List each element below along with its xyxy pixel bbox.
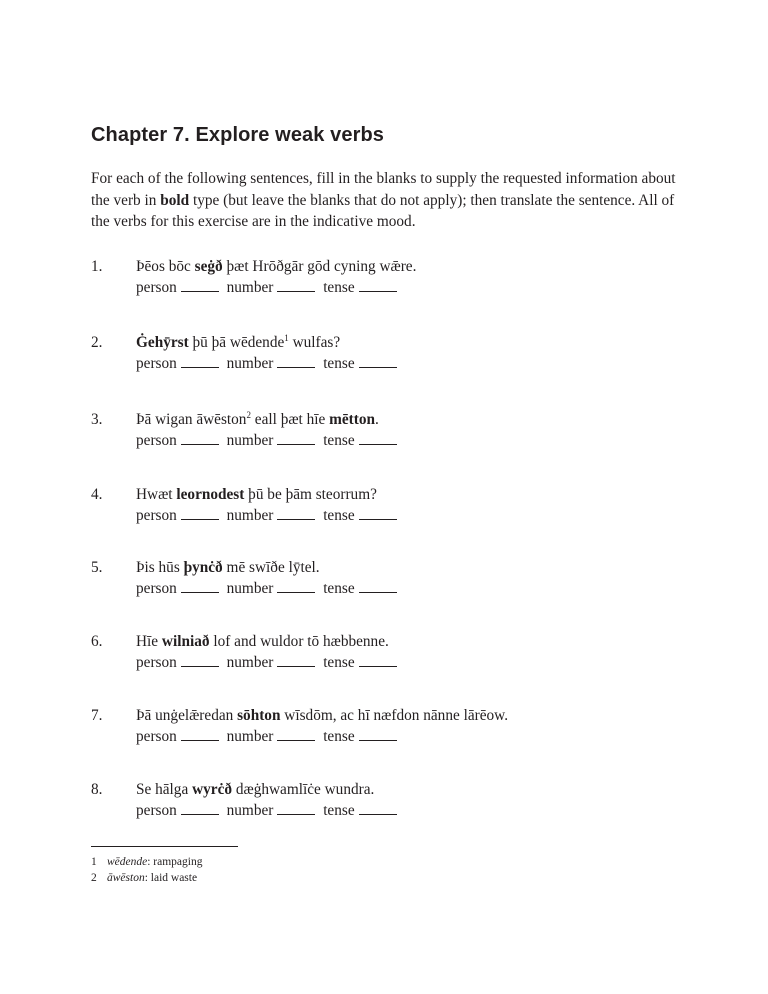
number-blank[interactable] [277, 279, 315, 292]
sentence-text: Hwæt [136, 486, 177, 503]
target-verb: leornodest [176, 486, 245, 503]
instructions-text-1: For each of the following sentences, fill in the blanks to supply the requested information about the verb in [91, 170, 676, 209]
sentence-text: wulfas? [288, 334, 341, 351]
number-blank[interactable] [277, 507, 315, 520]
sentence-text: Se hālga [136, 781, 193, 798]
number-label: number [226, 654, 274, 671]
person-blank[interactable] [181, 580, 219, 593]
instructions [91, 168, 691, 233]
tense-label: tense [323, 654, 355, 671]
person-blank[interactable] [181, 507, 219, 520]
sentence [136, 631, 401, 652]
instructions-bold-word: bold [160, 191, 190, 209]
item-body [136, 484, 401, 526]
target-verb: seġð [194, 258, 223, 275]
number-label: number [226, 802, 274, 819]
item-number: 4. [91, 486, 103, 503]
footnote-1 [91, 854, 202, 870]
item-number: 5. [91, 559, 103, 576]
footnote-number: 1 [91, 856, 97, 868]
tense-blank[interactable] [359, 728, 397, 741]
person-label: person [136, 432, 177, 449]
sentence [136, 484, 401, 505]
tense-label: tense [323, 580, 355, 597]
item-number: 7. [91, 707, 103, 724]
sentence-text: wīsdōm, ac hī næfdon nānne lārēow. [280, 707, 509, 724]
footnotes [91, 854, 202, 886]
sentence-text: Þis hūs [136, 559, 184, 576]
answer-fields [136, 652, 401, 673]
footnote-number: 2 [91, 872, 97, 884]
target-verb: wilniað [161, 633, 210, 650]
instructions-text-2: type (but leave the blanks that do not apply); then translate the sentence. All of the verbs for this exercise are in the indicative mood. [91, 191, 675, 230]
sentence [136, 779, 401, 800]
number-blank[interactable] [277, 654, 315, 667]
answer-fields [136, 800, 401, 821]
target-verb: mētton [329, 411, 376, 428]
person-label: person [136, 279, 177, 296]
tense-blank[interactable] [359, 507, 397, 520]
person-label: person [136, 355, 177, 372]
sentence-text: Þēos bōc [136, 258, 195, 275]
sentence-text: Hīe [136, 633, 162, 650]
item-number: 1. [91, 258, 103, 275]
answer-fields [136, 578, 401, 599]
page-title: Chapter 7. Explore weak verbs [91, 124, 385, 146]
sentence [136, 332, 401, 353]
footnote-gloss: : rampaging [147, 856, 203, 868]
target-verb: þynċð [183, 559, 223, 576]
footnote-term: āwēston [107, 872, 145, 884]
answer-fields [136, 505, 401, 526]
sentence [136, 705, 508, 726]
answer-fields [136, 430, 401, 451]
item-number: 2. [91, 334, 103, 351]
item-body [136, 705, 508, 747]
tense-blank[interactable] [359, 654, 397, 667]
number-blank[interactable] [277, 802, 315, 815]
tense-label: tense [323, 355, 355, 372]
item-body [136, 631, 401, 673]
item-body [136, 557, 401, 599]
tense-label: tense [323, 279, 355, 296]
sentence-text: dæġhwamlīċe wundra. [232, 781, 375, 798]
sentence [136, 409, 401, 430]
number-blank[interactable] [277, 355, 315, 368]
number-label: number [226, 728, 274, 745]
target-verb: wyrċð [192, 781, 233, 798]
answer-fields [136, 353, 401, 374]
sentence-text: mē swīðe lȳtel. [222, 559, 320, 576]
person-blank[interactable] [181, 279, 219, 292]
item-body [136, 779, 401, 821]
number-label: number [226, 580, 274, 597]
footnote-2 [91, 870, 202, 886]
tense-blank[interactable] [359, 279, 397, 292]
answer-fields [136, 726, 508, 747]
number-label: number [226, 355, 274, 372]
sentence-text: . [375, 411, 379, 428]
person-blank[interactable] [181, 355, 219, 368]
item-body [136, 409, 401, 451]
person-blank[interactable] [181, 654, 219, 667]
target-verb: sōhton [237, 707, 281, 724]
tense-label: tense [323, 432, 355, 449]
sentence-text: lof and wuldor tō hæbbenne. [209, 633, 389, 650]
number-blank[interactable] [277, 432, 315, 445]
person-blank[interactable] [181, 728, 219, 741]
tense-blank[interactable] [359, 432, 397, 445]
person-label: person [136, 802, 177, 819]
item-body [136, 256, 416, 298]
number-label: number [226, 279, 274, 296]
item-number: 8. [91, 781, 103, 798]
number-label: number [226, 432, 274, 449]
number-blank[interactable] [277, 728, 315, 741]
person-blank[interactable] [181, 432, 219, 445]
sentence-text: þū be þām steorrum? [244, 486, 377, 503]
sentence-text: Þā unġelǣredan [136, 707, 238, 724]
sentence-text: þæt Hrōðgār gōd cyning wǣre. [222, 258, 417, 275]
sentence-text: eall þæt hīe [250, 411, 330, 428]
footnote-gloss: : laid waste [144, 872, 198, 884]
person-label: person [136, 728, 177, 745]
item-number: 3. [91, 411, 103, 428]
person-blank[interactable] [181, 802, 219, 815]
sentence [136, 557, 401, 578]
tense-blank[interactable] [359, 355, 397, 368]
footnote-term: wēdende [107, 856, 148, 868]
person-label: person [136, 654, 177, 671]
number-label: number [226, 507, 274, 524]
sentence-text: þū þā wēdende [188, 334, 285, 351]
person-label: person [136, 580, 177, 597]
item-number: 6. [91, 633, 103, 650]
sentence [136, 256, 416, 277]
footnote-divider [91, 846, 238, 847]
tense-label: tense [323, 507, 355, 524]
number-blank[interactable] [277, 580, 315, 593]
target-verb: Ġehȳrst [136, 334, 189, 351]
answer-fields [136, 277, 416, 298]
tense-label: tense [323, 728, 355, 745]
item-body [136, 332, 401, 374]
person-label: person [136, 507, 177, 524]
tense-blank[interactable] [359, 802, 397, 815]
footnote-ref[interactable]: 1 [284, 332, 289, 343]
sentence-text: Þā wigan āwēston [136, 411, 247, 428]
footnote-ref[interactable]: 2 [246, 409, 251, 420]
tense-blank[interactable] [359, 580, 397, 593]
tense-label: tense [323, 802, 355, 819]
